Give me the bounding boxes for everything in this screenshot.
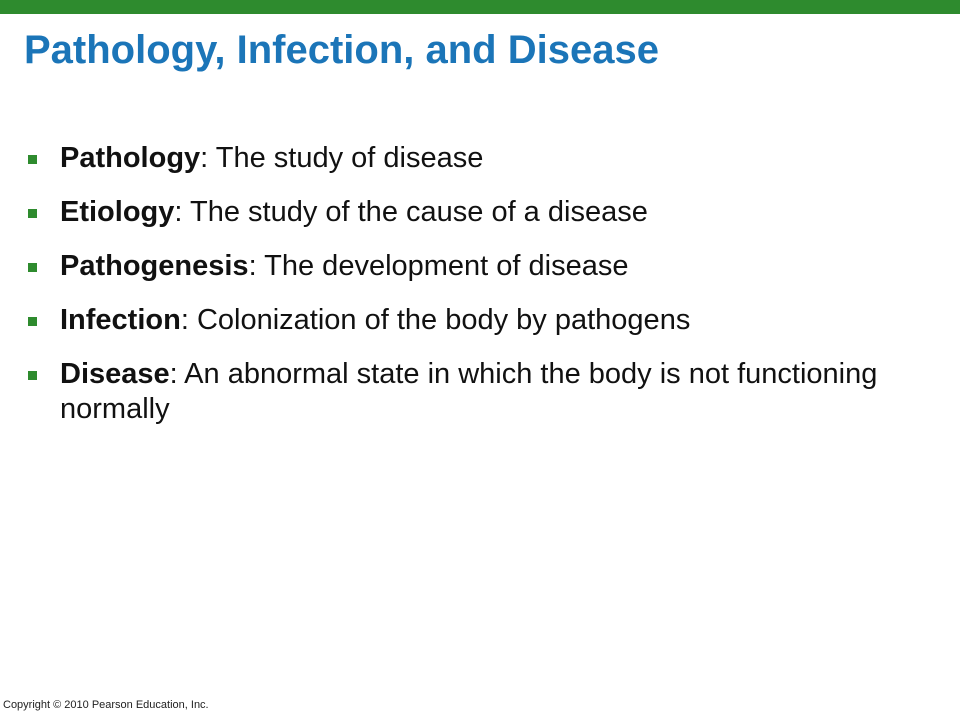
bullet-definition: The development of disease [256, 250, 629, 282]
bullet-separator: : [200, 142, 209, 174]
bullet-definition: The study of disease [208, 142, 484, 174]
bullet-term: Pathogenesis [60, 250, 249, 282]
bullet-definition: Colonization of the body by pathogens [188, 304, 691, 336]
top-accent-bar [0, 0, 960, 14]
bullet-list [24, 141, 924, 446]
square-bullet-icon [28, 317, 37, 326]
bullet-term: Disease [60, 358, 170, 390]
bullet-separator: : [180, 304, 189, 336]
copyright-notice: Copyright © 2010 Pearson Education, Inc. [3, 699, 209, 711]
bullet-item-pathogenesis [24, 249, 924, 284]
bullet-term: Infection [60, 304, 181, 336]
bullet-term: Etiology [60, 196, 175, 228]
square-bullet-icon [28, 209, 37, 218]
bullet-item-etiology [24, 195, 924, 230]
bullet-item-pathology [24, 141, 924, 176]
bullet-item-infection [24, 303, 924, 338]
square-bullet-icon [28, 371, 37, 380]
bullet-term: Pathology [60, 142, 201, 174]
square-bullet-icon [28, 263, 37, 272]
bullet-separator: : [248, 250, 257, 282]
bullet-definition: An abnormal state in which the body is not functioning normally [60, 358, 878, 425]
square-bullet-icon [28, 155, 37, 164]
bullet-definition: The study of the cause of a disease [182, 196, 648, 228]
slide-title: Pathology, Infection, and Disease [24, 28, 659, 72]
bullet-separator: : [169, 358, 178, 390]
bullet-separator: : [174, 196, 183, 228]
bullet-item-disease [24, 357, 924, 427]
